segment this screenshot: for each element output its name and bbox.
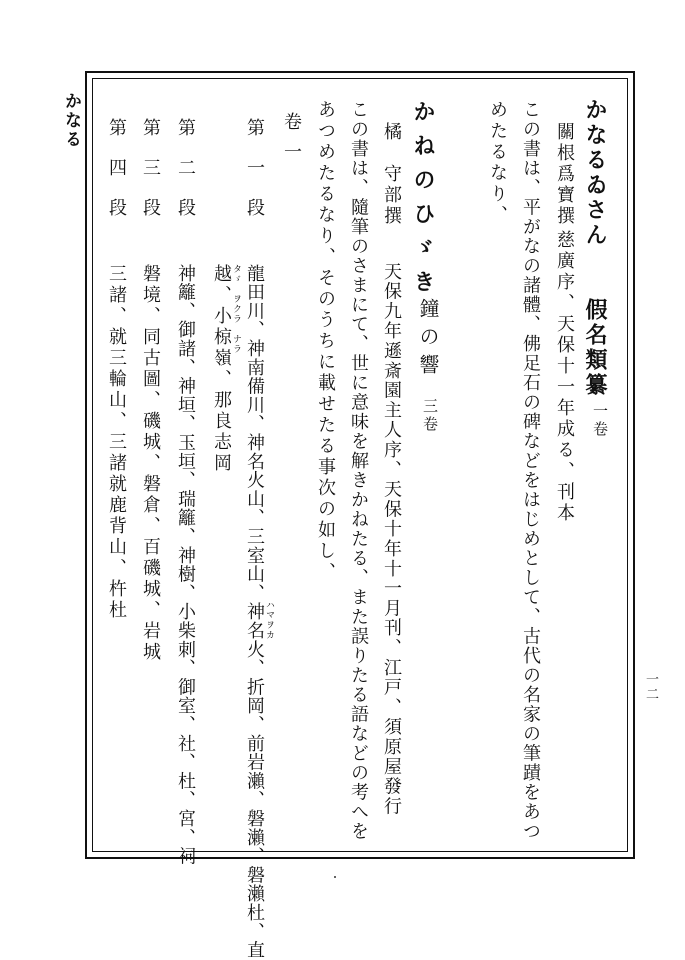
section-label: 第二段	[175, 118, 196, 238]
entry2-desc-line1: この書は、隨筆のさまにて、世に意味を解きかねたる、また誤りたる語などの考へを	[348, 100, 369, 841]
entry2-volumes: 三卷	[421, 398, 439, 434]
running-head: かなる	[61, 92, 81, 149]
entry1-publication: 慈廣序、天保十一年成る、刊本	[554, 230, 575, 524]
entry1-title: かなるゐさん	[582, 98, 608, 248]
entry1-title-kanji: 假名類纂	[582, 298, 608, 398]
section-content: 三諸、就三輪山、三諸就鹿背山、杵杜	[106, 264, 127, 621]
entry2-author: 橘 守部撰	[381, 122, 402, 227]
entry2-title-kanji: 鐘の響	[416, 298, 440, 382]
entry1-volumes: 一卷	[591, 403, 609, 439]
section-content: 神籬、御諸、神垣、玉垣、瑞籬、神樹、小柴刺、御室、社、杜、宮、祠	[175, 264, 196, 866]
section-ruby: ハマヲカ	[264, 600, 274, 640]
entry2-title: かねのひゞき	[410, 100, 436, 304]
scan-speck	[334, 876, 336, 878]
section-label: 第四段	[106, 118, 127, 238]
entry1-desc-line2: めたるなり、	[487, 100, 508, 226]
section-label: 第一段	[244, 118, 265, 238]
entry2-desc-line2: あつめたるなり、そのうちに載せたる事次の如し、	[315, 100, 336, 583]
section-content-continued: 越、小椋嶺、那良志岡	[211, 264, 232, 474]
section-content: 龍田川、神南備川、神名火山、三室山、神名火、折岡、前岩瀨、磐瀨、磐瀨杜、直	[244, 264, 265, 960]
volume-label: 卷一	[281, 112, 302, 172]
entry2-publication: 天保九年遜斎園主人序、天保十年十一月刊、江戸、須原屋發行	[381, 262, 402, 817]
entry1-author: 關根爲寶撰	[554, 122, 575, 227]
entry1-desc-line1: この書は、平がなの諸體、佛足石の碑などをはじめとして、古代の名家の筆蹟をあつ	[520, 100, 541, 841]
section-ruby-continued: タゞ ヲクラ ナラ	[231, 264, 241, 354]
page-number: 一二	[643, 672, 658, 702]
section-label: 第三段	[140, 118, 161, 238]
section-content: 磐境、同古圖、磯城、磐倉、百磯城、岩城	[140, 264, 161, 663]
